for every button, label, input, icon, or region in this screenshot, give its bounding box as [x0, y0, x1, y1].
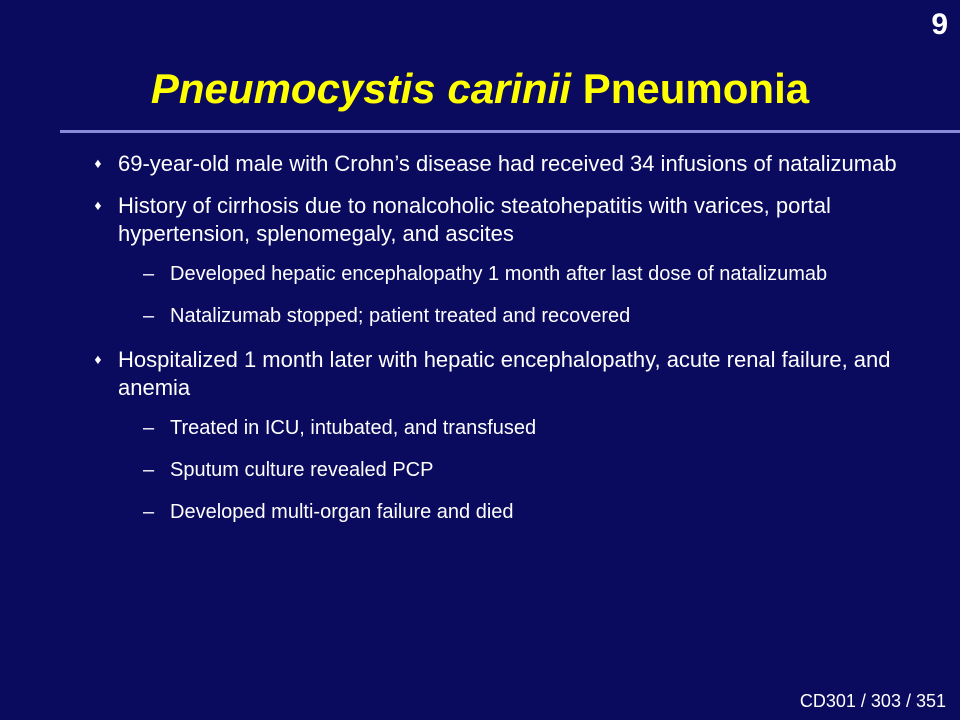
slide-number: 9: [931, 8, 948, 41]
slide-title: [0, 65, 960, 112]
dash-bullet-icon: –: [143, 501, 155, 523]
dash-bullet-icon: –: [143, 417, 155, 439]
bullet-item: [0, 192, 960, 248]
diamond-bullet-icon: ♦: [94, 197, 102, 213]
diamond-bullet-icon: ♦: [94, 351, 102, 367]
slide-content: [0, 150, 960, 542]
sub-bullet-item: [0, 500, 960, 524]
dash-bullet-icon: –: [143, 263, 155, 285]
sub-bullet-item: [0, 416, 960, 440]
bullet-text: 69-year-old male with Crohn’s disease had received 34 infusions of natalizumab: [118, 151, 897, 176]
title-italic-part: Pneumocystis carinii: [150, 65, 572, 112]
bullet-text: History of cirrhosis due to nonalcoholic steatohepatitis with varices, portal hypertension, splenomegaly, and ascites: [118, 193, 831, 246]
bullet-text: Hospitalized 1 month later with hepatic encephalopathy, acute renal failure, and anemia: [118, 347, 891, 400]
bullet-item: [0, 150, 960, 178]
sub-bullet-item: [0, 458, 960, 482]
sub-bullet-text: Developed multi-organ failure and died: [170, 501, 514, 523]
diamond-bullet-icon: ♦: [94, 155, 102, 171]
dash-bullet-icon: –: [143, 305, 155, 327]
title-divider: [60, 130, 960, 133]
dash-bullet-icon: –: [143, 459, 155, 481]
sub-bullet-text: Sputum culture revealed PCP: [170, 459, 434, 481]
sub-bullet-item: [0, 304, 960, 328]
title-plain-part: Pneumonia: [571, 65, 810, 112]
sub-bullet-text: Developed hepatic encephalopathy 1 month after last dose of natalizumab: [170, 263, 828, 285]
bullet-item: [0, 346, 960, 402]
sub-bullet-text: Treated in ICU, intubated, and transfused: [170, 417, 537, 439]
sub-bullet-item: [0, 262, 960, 286]
footer-code: CD301 / 303 / 351: [799, 691, 946, 711]
sub-bullet-text: Natalizumab stopped; patient treated and recovered: [170, 305, 631, 327]
